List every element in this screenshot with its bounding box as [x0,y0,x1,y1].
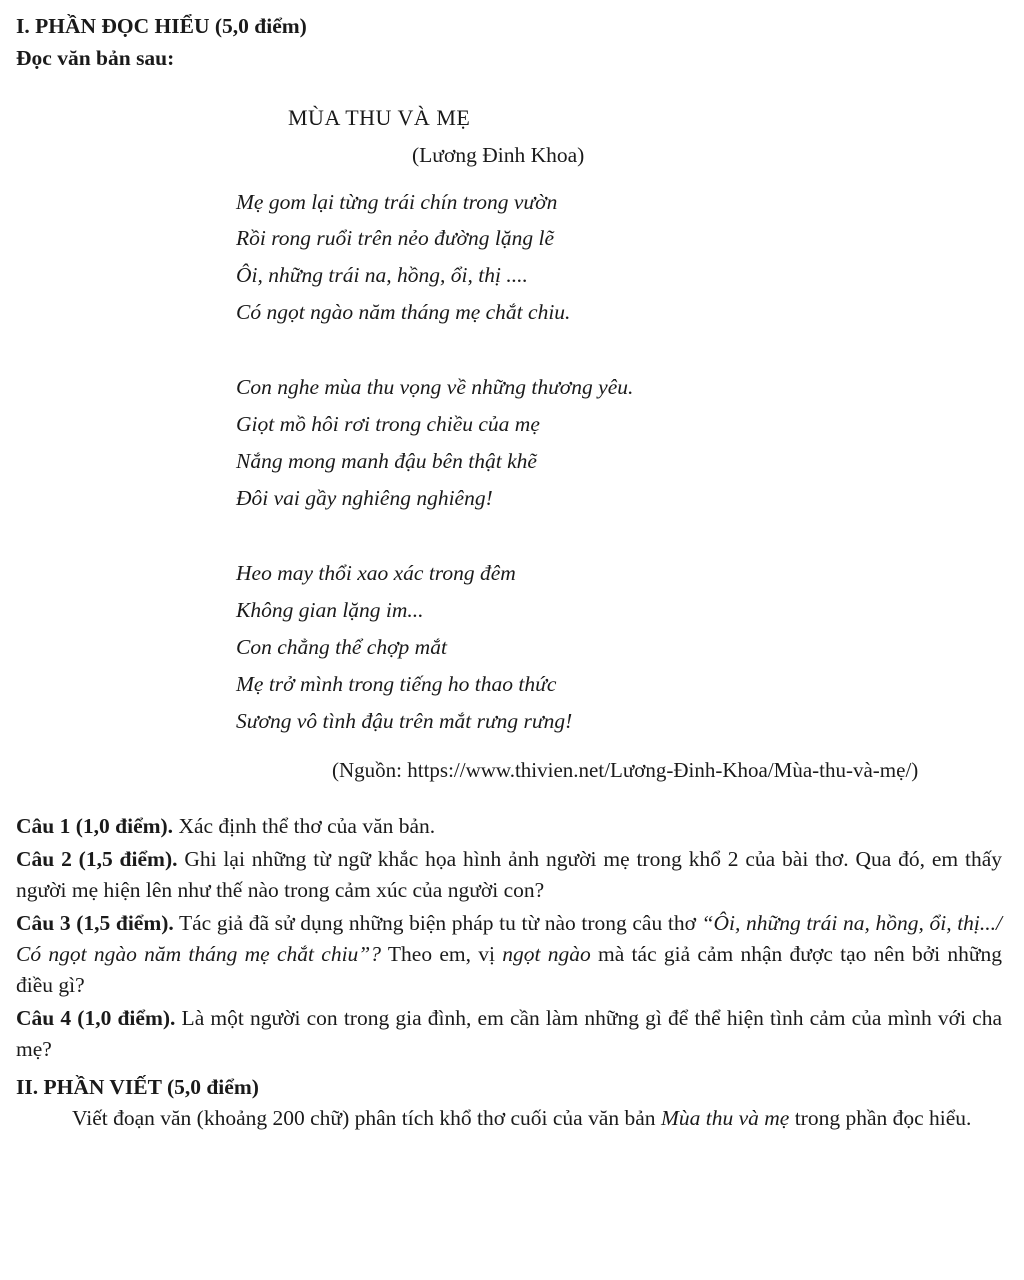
question-4-label: Câu 4 (1,0 điểm). [16,1005,176,1030]
question-4 [16,1003,1002,1065]
question-2 [16,844,1002,906]
poem-block [16,105,1002,784]
question-3-emphasis: ngọt ngào [502,941,591,966]
poem-line: Không gian lặng im... [236,598,424,623]
poem-line: Ôi, những trái na, hồng, ổi, thị .... [236,263,528,288]
question-3 [16,908,1002,1001]
poem-stanza [16,555,1002,740]
part2-section [16,1071,1002,1134]
poem-title: MÙA THU VÀ MẸ [288,104,471,130]
question-2-text: Ghi lại những từ ngữ khắc họa hình ảnh người mẹ trong khổ 2 của bài thơ. Qua đó, em thấy người mẹ hiện lên như thế nào trong cảm xúc của người con? [16,847,1003,902]
poem-stanza [16,369,1002,517]
part1-heading: I. PHẦN ĐỌC HIỂU (5,0 điểm) [16,14,307,38]
poem-line: Có ngọt ngào năm tháng mẹ chắt chiu. [236,300,571,325]
part2-body-before: Viết đoạn văn (khoảng 200 chữ) phân tích khổ thơ cuối của văn bản [72,1105,661,1130]
poem-line: Giọt mồ hôi rơi trong chiều của mẹ [236,412,540,437]
question-3-text-before: Tác giả đã sử dụng những biện pháp tu từ nào trong câu thơ [173,910,702,935]
poem-line: Con nghe mùa thu vọng về những thương yêu. [236,375,634,400]
poem-line: Đôi vai gầy nghiêng nghiêng! [236,486,493,511]
question-1-label: Câu 1 (1,0 điểm). [16,814,174,839]
question-4-text: Là một người con trong gia đình, em cần làm những gì để thể hiện tình cảm của mình với cha mẹ? [16,1005,1003,1061]
poem-line: Mẹ gom lại từng trái chín trong vườn [236,189,558,214]
poem-stanza [16,184,1002,332]
poem-source: (Nguồn: https://www.thivien.net/Lương-Đinh-Khoa/Mùa-thu-và-mẹ/) [332,758,919,783]
poem-line: Rồi rong ruổi trên nẻo đường lặng lẽ [236,226,555,251]
question-3-text-after: mà tác giả cảm nhận được tạo nên bởi những điều gì? [16,941,1003,997]
part2-heading: II. PHẦN VIẾT (5,0 điểm) [16,1074,259,1099]
poem-line: Heo may thổi xao xác trong đêm [236,561,516,586]
poem-line: Sương vô tình đậu trên mắt rưng rưng! [236,709,573,734]
question-1-text: Xác định thể thơ của văn bản. [173,814,436,839]
part2-body-title: Mùa thu và mẹ [660,1105,790,1130]
poem-line: Mẹ trở mình trong tiếng ho thao thức [236,672,557,697]
question-1 [16,811,1002,842]
part2-body [16,1103,1002,1134]
question-3-text-mid: Theo em, vị [381,941,503,966]
question-3-label: Câu 3 (1,5 điểm). [16,910,174,935]
question-2-label: Câu 2 (1,5 điểm). [16,847,178,872]
poem-author: (Lương Đinh Khoa) [412,142,585,167]
questions-list [16,811,1002,1065]
part2-body-after: trong phần đọc hiểu. [789,1105,972,1130]
poem-line: Nắng mong manh đậu bên thật khẽ [236,449,537,474]
read-instruction: Đọc văn bản sau: [16,46,175,71]
question-3-quote: “Ôi, những trái na, hồng, ổi, thị.../ Có ngọt ngào năm tháng mẹ chắt chiu”? [16,910,1002,966]
poem-line: Con chẳng thể chợp mắt [236,635,447,660]
